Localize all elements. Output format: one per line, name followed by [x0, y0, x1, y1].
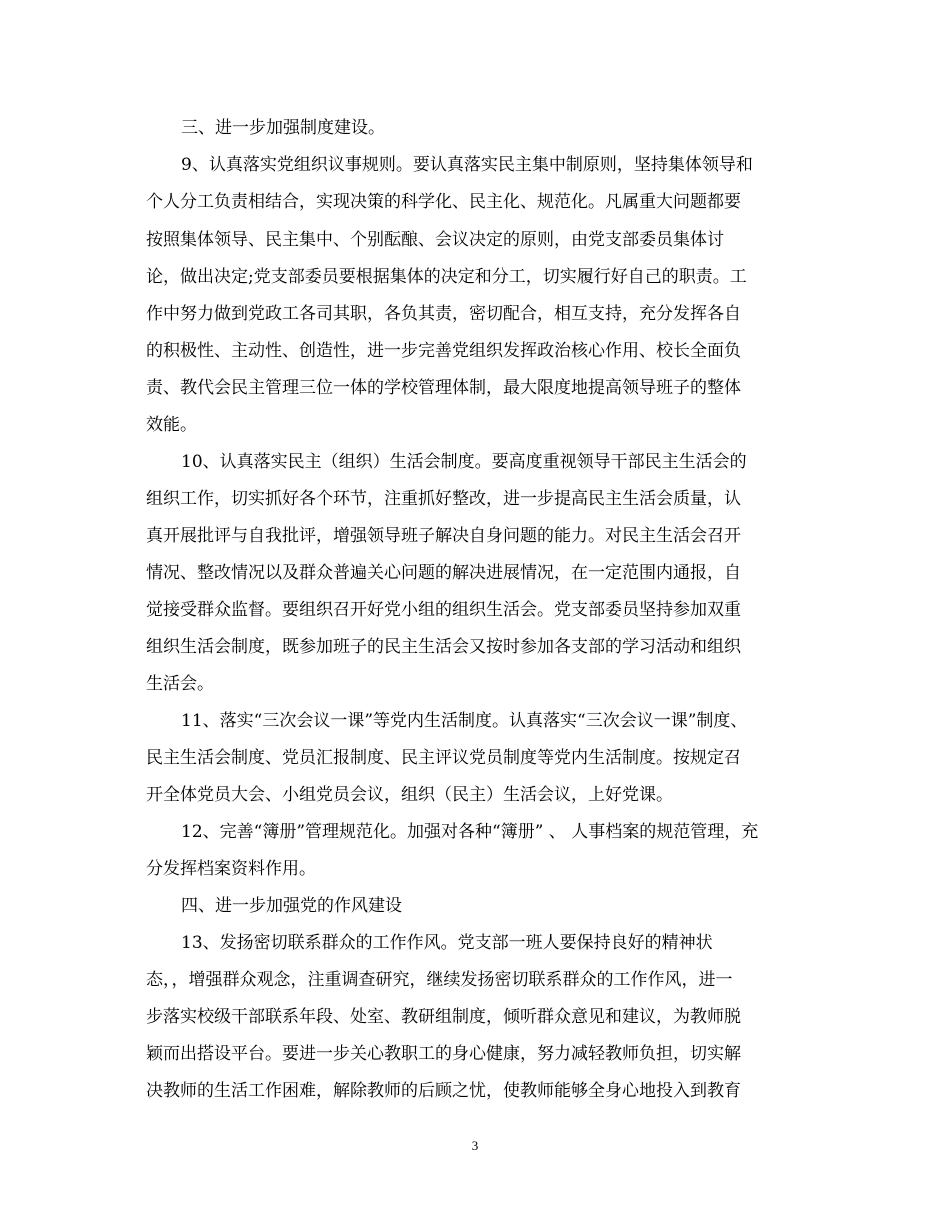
text-line: 按照集体领导、民主集中、个别酝酿、会议决定的原则，由党支部委员集体讨: [146, 230, 724, 250]
text-line: 12、完善“簿册”管理规范化。加强对各种“簿册” 、 人事档案的规范管理，充: [181, 822, 759, 842]
text-line: 论，做出决定;党支部委员要根据集体的决定和分工，切实履行好自己的职责。工: [146, 267, 747, 287]
text-line: 颖而出搭设平台。要进一步关心教职工的身心健康，努力减轻教师负担，切实解: [146, 1044, 741, 1064]
text-line: 10、认真落实民主（组织）生活会制度。要高度重视领导干部民主生活会的: [181, 452, 747, 472]
text-line: 开全体党员大会、小组党员会议，组织（民主）生活会议，上好党课。: [146, 785, 673, 805]
text-line: 组织生活会制度，既参加班子的民主生活会又按时参加各支部的学习活动和组织: [146, 637, 741, 657]
text-line: 11、落实“三次会议一课”等党内生活制度。认真落实“三次会议一课”制度、: [181, 711, 748, 731]
text-line: 态，，增强群众观念，注重调查研究，继续发扬密切联系群众的工作作风，进一: [146, 970, 733, 990]
text-line: 个人分工负责相结合，实现决策的科学化、民主化、规范化。凡属重大问题都要: [146, 192, 741, 212]
text-line: 步落实校级干部联系年段、处室、教研组制度，倾听群众意见和建议，为教师脱: [146, 1007, 741, 1027]
text-line: 9、认真落实党组织议事规则。要认真落实民主集中制原则，坚持集体领导和: [181, 155, 753, 175]
text-line: 的积极性、主动性、创造性，进一步完善党组织发挥政治核心作用、校长全面负: [146, 341, 741, 361]
text-line: 民主生活会制度、党员汇报制度、民主评议党员制度等党内生活制度。按规定召: [146, 748, 741, 768]
text-line: 决教师的生活工作困难，解除教师的后顾之忧，使教师能够全身心地投入到教育: [146, 1081, 741, 1101]
text-line: 真开展批评与自我批评，增强领导班子解决自身问题的能力。对民主生活会召开: [146, 526, 741, 546]
text-line: 责、教代会民主管理三位一体的学校管理体制，最大限度地提高领导班子的整体: [146, 378, 741, 398]
text-line: 分发挥档案资料作用。: [146, 859, 316, 879]
text-line: 组织工作，切实抓好各个环节，注重抓好整改，进一步提高民主生活会质量，认: [146, 489, 741, 509]
page-number: 3: [471, 1138, 479, 1153]
heading-line: 四、进一步加强党的作风建设: [181, 896, 402, 916]
text-line: 效能。: [146, 415, 197, 435]
text-line: 13、发扬密切联系群众的工作作风。党支部一班人要保持良好的精神状: [181, 933, 713, 953]
text-line: 生活会。: [146, 674, 214, 694]
text-line: 觉接受群众监督。要组织召开好党小组的组织生活会。党支部委员坚持参加双重: [146, 600, 741, 620]
text-line: 情况、整改情况以及群众普遍关心问题的解决进展情况，在一定范围内通报，自: [146, 563, 741, 583]
text-line: 作中努力做到党政工各司其职，各负其责，密切配合，相互支持，充分发挥各自: [146, 304, 741, 324]
heading-line: 三、进一步加强制度建设。: [181, 118, 385, 138]
